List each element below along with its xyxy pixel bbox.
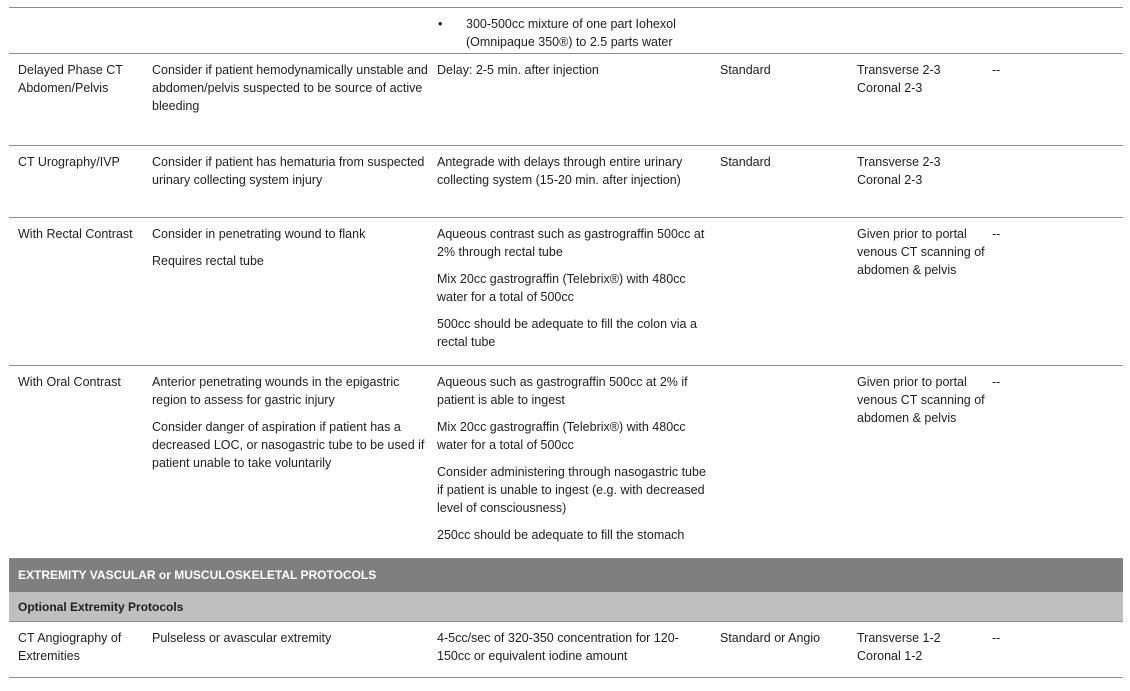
contrast-cell: 4-5cc/sec of 320-350 concentration for 120-150cc or equivalent iodine amount bbox=[437, 631, 679, 663]
indication-cell bbox=[152, 373, 432, 472]
subsection-header: Optional Extremity Protocols bbox=[9, 592, 1123, 622]
protocol-name: Delayed Phase CT Abdomen/Pelvis bbox=[18, 63, 123, 95]
contrast-paragraph: Mix 20cc gastrograffin (Telebrix®) with 480cc water for a total of 500cc bbox=[437, 420, 686, 452]
table-row bbox=[9, 218, 1123, 366]
contrast-cell: Delay: 2-5 min. after injection bbox=[437, 63, 599, 77]
indication-cell bbox=[152, 225, 432, 270]
protocol-table bbox=[9, 7, 1123, 678]
notes-cell: -- bbox=[992, 631, 1001, 645]
kernel-cell: Standard or Angio bbox=[720, 631, 821, 645]
section-header: EXTREMITY VASCULAR or MUSCULOSKELETAL PROTOCOLS bbox=[9, 559, 1123, 592]
bullet-icon: • bbox=[438, 17, 443, 31]
indication-paragraph: Consider in penetrating wound to flank bbox=[152, 227, 366, 241]
bullet-text: 300-500cc mixture of one part Iohexol (Omnipaque 350®) to 2.5 parts water bbox=[466, 17, 676, 49]
contrast-cell bbox=[437, 225, 709, 351]
protocol-name: CT Angiography of Extremities bbox=[18, 631, 122, 663]
table-row bbox=[9, 622, 1123, 678]
contrast-paragraph: Consider administering through nasogastric tube if patient is unable to ingest (e.g. with decreased level of consciousness) bbox=[437, 465, 706, 515]
notes-cell: -- bbox=[992, 227, 1001, 241]
indication-cell: Consider if patient hemodynamically unstable and abdomen/pelvis suspected to be source of active bleeding bbox=[152, 63, 428, 113]
reconstruction-cell: Transverse 2-3 Coronal 2-3 bbox=[857, 63, 941, 95]
notes-cell: -- bbox=[992, 375, 1001, 389]
indication-cell: Pulseless or avascular extremity bbox=[152, 631, 332, 645]
indication-paragraph: Anterior penetrating wounds in the epigastric region to assess for gastric injury bbox=[152, 375, 400, 407]
kernel-cell: Standard bbox=[720, 63, 771, 77]
reconstruction-cell: Transverse 2-3 Coronal 2-3 bbox=[857, 155, 941, 187]
table-row bbox=[9, 54, 1123, 146]
contrast-paragraph: Mix 20cc gastrograffin (Telebrix®) with 480cc water for a total of 500cc bbox=[437, 272, 686, 304]
table-row bbox=[9, 146, 1123, 218]
kernel-cell: Standard bbox=[720, 155, 771, 169]
reconstruction-cell: Given prior to portal venous CT scanning of abdomen & pelvis bbox=[857, 375, 985, 425]
contrast-paragraph: Aqueous such as gastrograffin 500cc at 2% if patient is able to ingest bbox=[437, 375, 688, 407]
contrast-paragraph: Aqueous contrast such as gastrograffin 500cc at 2% through rectal tube bbox=[437, 227, 705, 259]
protocol-name: With Oral Contrast bbox=[18, 375, 121, 389]
contrast-cell bbox=[437, 373, 709, 544]
notes-cell: -- bbox=[992, 63, 1001, 77]
contrast-cell: Antegrade with delays through entire urinary collecting system (15-20 min. after injection) bbox=[437, 155, 683, 187]
reconstruction-cell: Transverse 1-2 Coronal 1-2 bbox=[857, 631, 941, 663]
contrast-paragraph: 250cc should be adequate to fill the stomach bbox=[437, 528, 685, 542]
table-cell bbox=[437, 15, 709, 51]
protocol-name: With Rectal Contrast bbox=[18, 227, 133, 241]
protocol-name: CT Urography/IVP bbox=[18, 155, 120, 169]
indication-cell: Consider if patient has hematuria from suspected urinary collecting system injury bbox=[152, 155, 425, 187]
table-row bbox=[9, 7, 1123, 54]
indication-paragraph: Requires rectal tube bbox=[152, 254, 264, 268]
contrast-paragraph: 500cc should be adequate to fill the colon via a rectal tube bbox=[437, 317, 697, 349]
reconstruction-cell: Given prior to portal venous CT scanning of abdomen & pelvis bbox=[857, 227, 985, 277]
table-row bbox=[9, 366, 1123, 559]
bullet-item bbox=[437, 15, 709, 51]
indication-paragraph: Consider danger of aspiration if patient has a decreased LOC, or nasogastric tube to be used if patient unable to take voluntarily bbox=[152, 420, 425, 470]
